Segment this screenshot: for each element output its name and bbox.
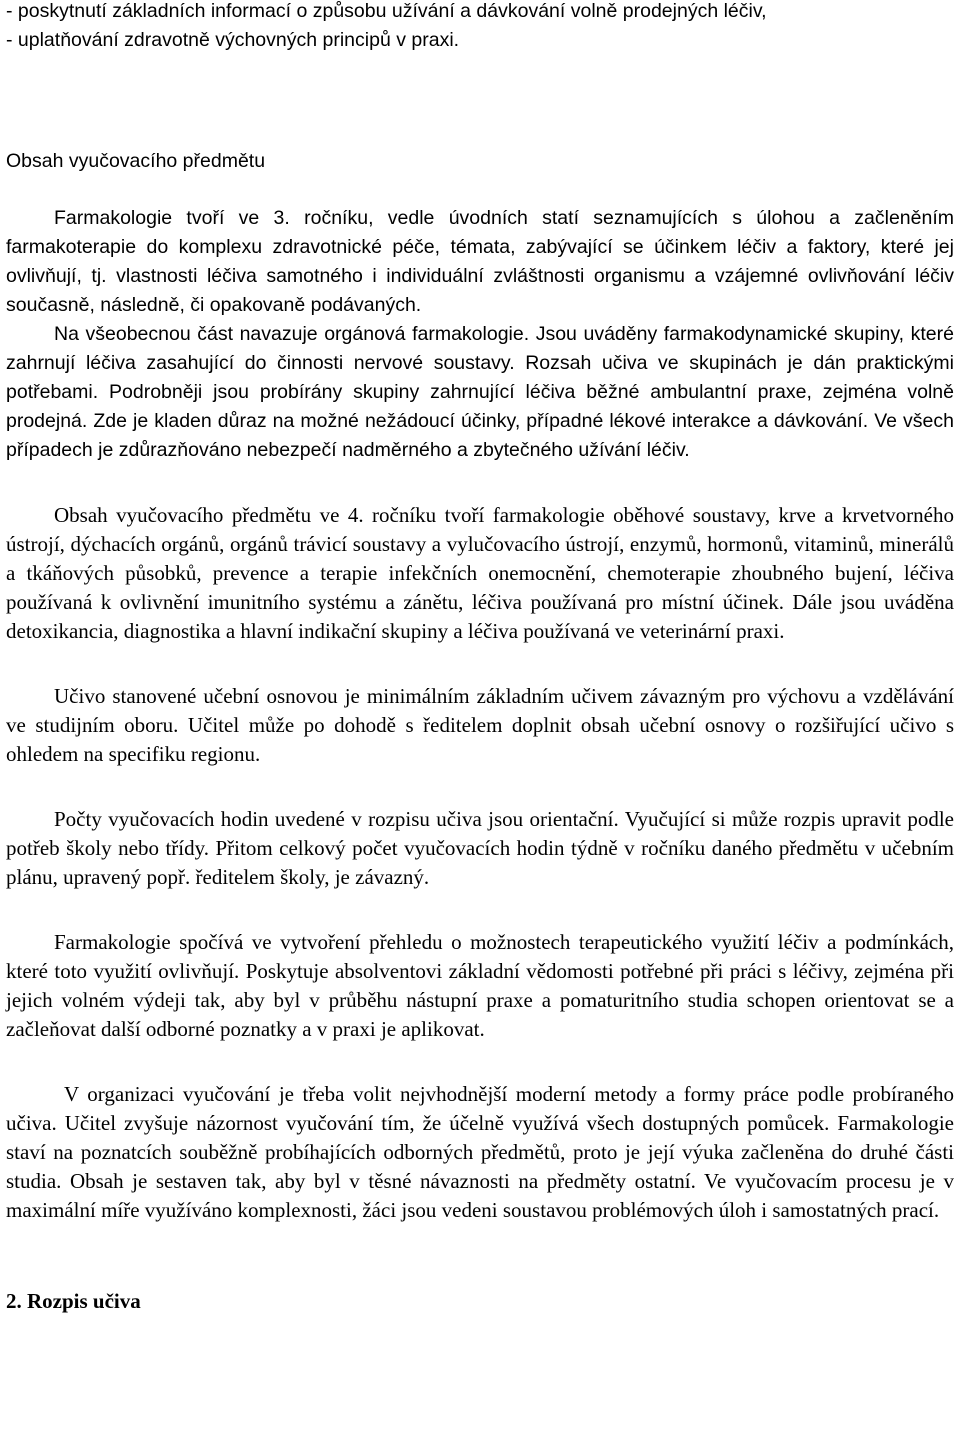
- paragraph-2: Na všeobecnou část navazuje orgánová farmakologie. Jsou uváděny farmakodynamické skupiny, které zahrnují léčiva zasahující do činnosti nervové soustavy. Rozsah učiva ve skupinách je dán praktickými potřebami. Podrobněji jsou probírány skupiny zahrnující léčiva běžné ambulantní praxe, zejména volně prodejná. Zde je kladen důraz na možné nežádoucí účinky, případné lékové interakce a dávkování. Ve všech případech je zdůrazňováno nebezpečí nadměrného a zbytečného užívání léčiv.: [6, 323, 954, 461]
- section-heading-rozpis: 2. Rozpis učiva: [6, 1289, 141, 1313]
- intro-list-item-1: - poskytnutí základních informací o způsobu užívání a dávkování volně prodejných léčiv,: [6, 0, 767, 22]
- paragraph-5: Počty vyučovacích hodin uvedené v rozpisu učiva jsou orientační. Vyučující si může rozpis upravit podle potřeb školy nebo třídy. Přitom celkový počet vyučovacích hodin týdně v ročníku daného předmětu v učebním plánu, upravený popř. ředitelem školy, je závazný.: [6, 807, 954, 889]
- paragraph-4: Učivo stanovené učební osnovou je minimálním základním učivem závazným pro výchovu a vzdělávání ve studijním oboru. Učitel může po dohodě s ředitelem doplnit obsah učební osnovy o rozšiřující učivo s ohledem na specifiku regionu.: [6, 684, 954, 766]
- paragraph-3: Obsah vyučovacího předmětu ve 4. ročníku tvoří farmakologie oběhové soustavy, krve a krvetvorného ústrojí, dýchacích orgánů, orgánů trávicí soustavy a vylučovacího ústrojí, enzymů, hormonů, vitaminů, minerálů a tkáňových působků, prevence a terapie infekčních onemocnění, chemoterapie zhoubného bujení, léčiva používaná k ovlivnění imunitního systému a zánětu, léčiva používaná pro místní účinek. Dále jsou uváděna detoxikancia, diagnostika a hlavní indikační skupiny a léčiva používaná ve veterinární praxi.: [6, 503, 954, 643]
- section-heading: Obsah vyučovacího předmětu: [6, 150, 266, 172]
- document-page: [6, 0, 954, 1316]
- paragraph-6: Farmakologie spočívá ve vytvoření přehledu o možnostech terapeutického využití léčiv a podmínkách, které toto využití ovlivňují. Poskytuje absolventovi základní vědomosti potřebné při práci s léčivy, zejména při jejich volném výdeji tak, aby byl v průběhu nástupní praxe a pomaturitního studia schopen orientovat se a začleňovat další odborné poznatky a v praxi je aplikovat.: [6, 930, 954, 1041]
- paragraph-7: V organizaci vyučování je třeba volit nejvhodnější moderní metody a formy práce podle probíraného učiva. Učitel zvyšuje názornost vyučování tím, že účelně využívá všech dostupných pomůcek. Farmakologie staví na poznatcích souběžně probíhajících odborných předmětů, proto je její výuka začleněna do druhé části studia. Obsah je sestaven tak, aby byl v těsné návaznosti na předměty ostatní. Ve vyučovacím procesu je v maximální míře využíváno komplexnosti, žáci jsou vedeni soustavou problémových úloh i samostatných prací.: [6, 1082, 954, 1222]
- paragraph-1: Farmakologie tvoří ve 3. ročníku, vedle úvodních statí seznamujících s úlohou a začleněním farmakoterapie do komplexu zdravotnické péče, témata, zabývající se účinkem léčiv a faktory, které jej ovlivňují, tj. vlastnosti léčiva samotného i individuální zvláštnosti organismu a vzájemné ovlivňování léčiv současně, následně, či opakovaně podávaných.: [6, 207, 954, 316]
- intro-list-item-2: - uplatňování zdravotně výchovných principů v praxi.: [6, 29, 460, 51]
